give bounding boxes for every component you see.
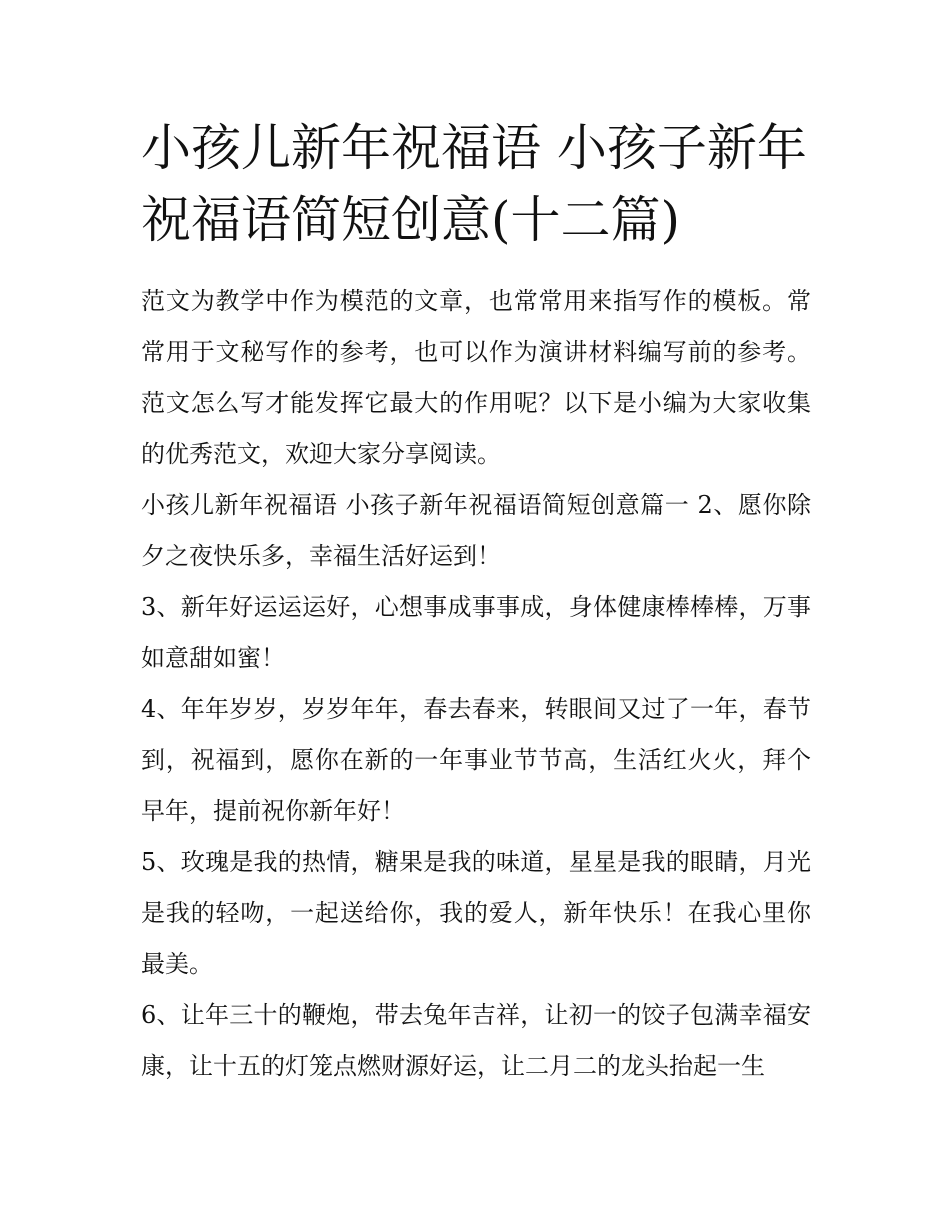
paragraph-item-2: 小孩儿新年祝福语 小孩子新年祝福语简短创意篇一 2、愿你除夕之夜快乐多，幸福生活好运到！	[141, 491, 811, 570]
document-page	[141, 112, 811, 1092]
paragraph-item-4: 4、年年岁岁，岁岁年年，春去春来，转眼间又过了一年，春节到，祝福到，愿你在新的一年事业节节高，生活红火火，拜个早年，提前祝你新年好！	[141, 695, 811, 825]
paragraph-item-6: 6、让年三十的鞭炮，带去兔年吉祥，让初一的饺子包满幸福安康，让十五的灯笼点燃财源好运，让二月二的龙头抬起一生	[141, 1001, 811, 1080]
paragraph-intro: 范文为教学中作为模范的文章，也常常用来指写作的模板。常常用于文秘写作的参考，也可以作为演讲材料编写前的参考。范文怎么写才能发挥它最大的作用呢？以下是小编为大家收集的优秀范文，欢迎大家分享阅读。	[141, 287, 811, 468]
paragraph-item-5: 5、玫瑰是我的热情，糖果是我的味道，星星是我的眼睛，月光是我的轻吻，一起送给你，我的爱人，新年快乐！在我心里你最美。	[141, 848, 811, 978]
paragraph-item-3: 3、新年好运运运好，心想事成事事成，身体健康棒棒棒，万事如意甜如蜜！	[141, 593, 811, 672]
document-body	[141, 276, 811, 1092]
document-title: 小孩儿新年祝福语 小孩子新年祝福语简短创意(十二篇)	[141, 119, 807, 249]
